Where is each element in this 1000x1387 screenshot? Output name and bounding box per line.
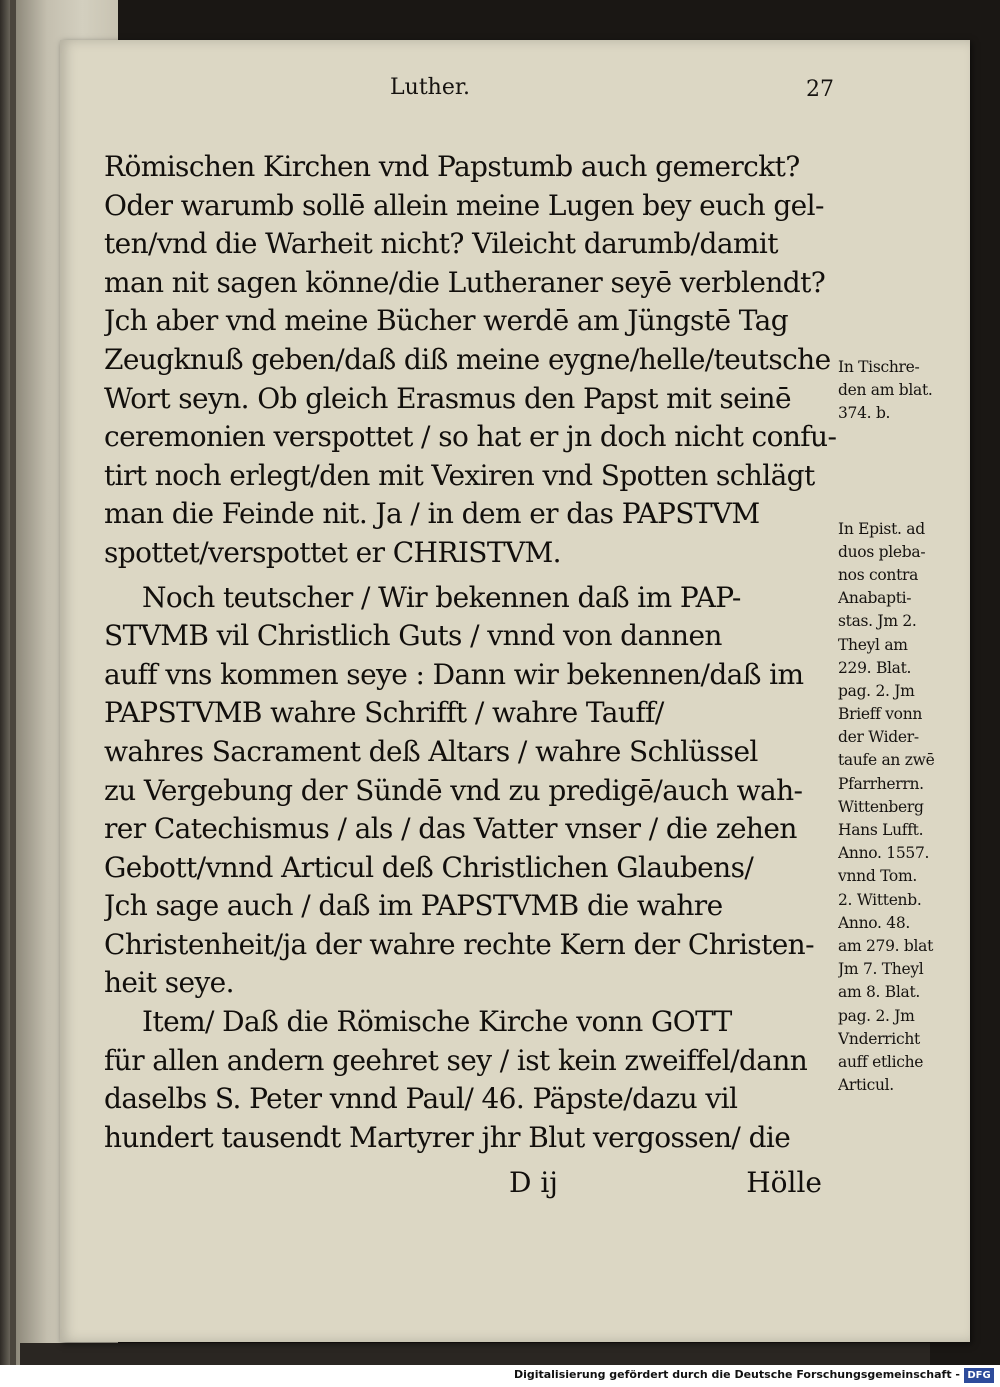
book-spine-shadow <box>10 0 16 1365</box>
marginal-note-line: Articul. <box>838 1076 894 1095</box>
running-head: Luther. <box>390 75 470 100</box>
text-line: für allen andern geehret sey / ist kein zweiffel/dann <box>104 1043 808 1077</box>
text-line: PAPSTVMB wahre Schrifft / wahre Tauff/ <box>104 696 664 730</box>
marginal-note-line: Anabapti- <box>838 589 912 608</box>
text-line: spottet/verspottet er CHRISTVM. <box>104 535 561 569</box>
text-line: man die Feinde nit. Ja / in dem er das PAPSTVM <box>104 497 760 531</box>
text-line: Gebott/vnnd Articul deß Christlichen Glaubens/ <box>104 850 754 884</box>
catchword: Hölle <box>746 1166 822 1199</box>
marginal-note-line: auff etliche <box>838 1052 924 1071</box>
text-line: Zeugknuß geben/daß diß meine eygne/helle/teutsche <box>104 342 831 376</box>
marginal-note-line: vnnd Tom. <box>838 867 917 886</box>
page-underside <box>20 1343 930 1365</box>
text-line: Wort seyn. Ob gleich Erasmus den Papst mit seinē <box>104 381 791 415</box>
text-line: Jch aber vnd meine Bücher werdē am Jüngstē Tag <box>104 304 789 338</box>
marginal-note-line: Hans Lufft. <box>838 821 924 839</box>
marginal-note-line: In Tischre- <box>838 358 920 376</box>
page-number: 27 <box>806 77 834 102</box>
text-line: tirt noch erlegt/den mit Vexiren vnd Spotten schlägt <box>104 458 815 492</box>
marginal-note-line: am 8. Blat. <box>838 983 921 1002</box>
paragraph-start-line: Noch teutscher / Wir bekennen daß im PAP- <box>142 580 741 614</box>
marginal-note-line: duos pleba- <box>838 542 926 561</box>
funding-footer <box>0 1365 1000 1387</box>
text-line: rer Catechismus / als / das Vatter vnser / die zehen <box>104 812 797 846</box>
funding-credit: Digitalisierung gefördert durch die Deutsche Forschungsgemeinschaft - <box>513 1368 960 1381</box>
marginal-note-line: nos contra <box>838 565 919 584</box>
marginal-note-line: taufe an zwē <box>838 751 935 770</box>
text-line: Oder warumb sollē allein meine Lugen bey euch gel- <box>104 188 824 222</box>
text-line: auff vns kommen seye : Dann wir bekennen/daß im <box>104 657 804 691</box>
text-line: ten/vnd die Warheit nicht? Vileicht darumb/damit <box>104 227 778 261</box>
signature-mark: D ij <box>509 1166 558 1199</box>
text-line: STVMB vil Christlich Guts / vnnd von dannen <box>104 619 722 653</box>
text-line: wahres Sacrament deß Altars / wahre Schlüssel <box>104 734 758 768</box>
marginal-note-line: Theyl am <box>838 635 908 654</box>
text-line: Christenheit/ja der wahre rechte Kern der Christen- <box>104 927 814 961</box>
marginal-note-line: 229. Blat. <box>838 658 912 677</box>
dfg-logo: DFG <box>964 1368 994 1383</box>
text-line: hundert tausendt Martyrer jhr Blut vergossen/ die <box>104 1120 791 1154</box>
marginal-note-line: Pfarrherrn. <box>838 774 924 793</box>
text-line: heit seye. <box>104 966 234 1000</box>
text-line: Jch sage auch / daß im PAPSTVMB die wahre <box>104 889 723 923</box>
marginal-note-line: stas. Jm 2. <box>838 612 917 631</box>
text-line: ceremonien verspottet / so hat er jn doch nicht confu- <box>104 420 836 454</box>
marginal-note-line: Vnderricht <box>838 1029 920 1048</box>
text-line: zu Vergebung der Sündē vnd zu predigē/auch wah- <box>104 773 803 807</box>
text-line: daselbs S. Peter vnnd Paul/ 46. Päpste/dazu vil <box>104 1082 738 1116</box>
marginal-note-line: pag. 2. Jm <box>838 681 915 700</box>
marginal-note-line: Wittenberg <box>838 797 924 816</box>
main-text-block <box>104 148 836 1157</box>
marginal-note-line: 374. b. <box>838 404 891 423</box>
paragraph-start-line: Item/ Daß die Römische Kirche vonn GOTT <box>142 1005 732 1039</box>
marginal-note-line: Brieff vonn <box>838 705 923 724</box>
marginal-notes <box>838 356 966 1097</box>
marginal-note-line: pag. 2. Jm <box>838 1006 915 1025</box>
marginal-note-line: Jm 7. Theyl <box>838 960 924 979</box>
page-foot <box>104 1166 836 1206</box>
text-line: man nit sagen könne/die Lutheraner seyē verblendt? <box>104 265 826 299</box>
marginal-note-line: am 279. blat <box>838 936 934 955</box>
marginal-note-line: Anno. 48. <box>838 913 911 932</box>
text-line: Römischen Kirchen vnd Papstumb auch gemerckt? <box>104 150 800 183</box>
marginal-note-line: In Epist. ad <box>838 519 925 538</box>
marginal-note-line: den am blat. <box>838 381 933 400</box>
marginal-note-line: der Wider- <box>838 728 919 747</box>
marginal-note-line: 2. Wittenb. <box>838 890 922 909</box>
marginal-note-line: Anno. 1557. <box>838 844 930 863</box>
